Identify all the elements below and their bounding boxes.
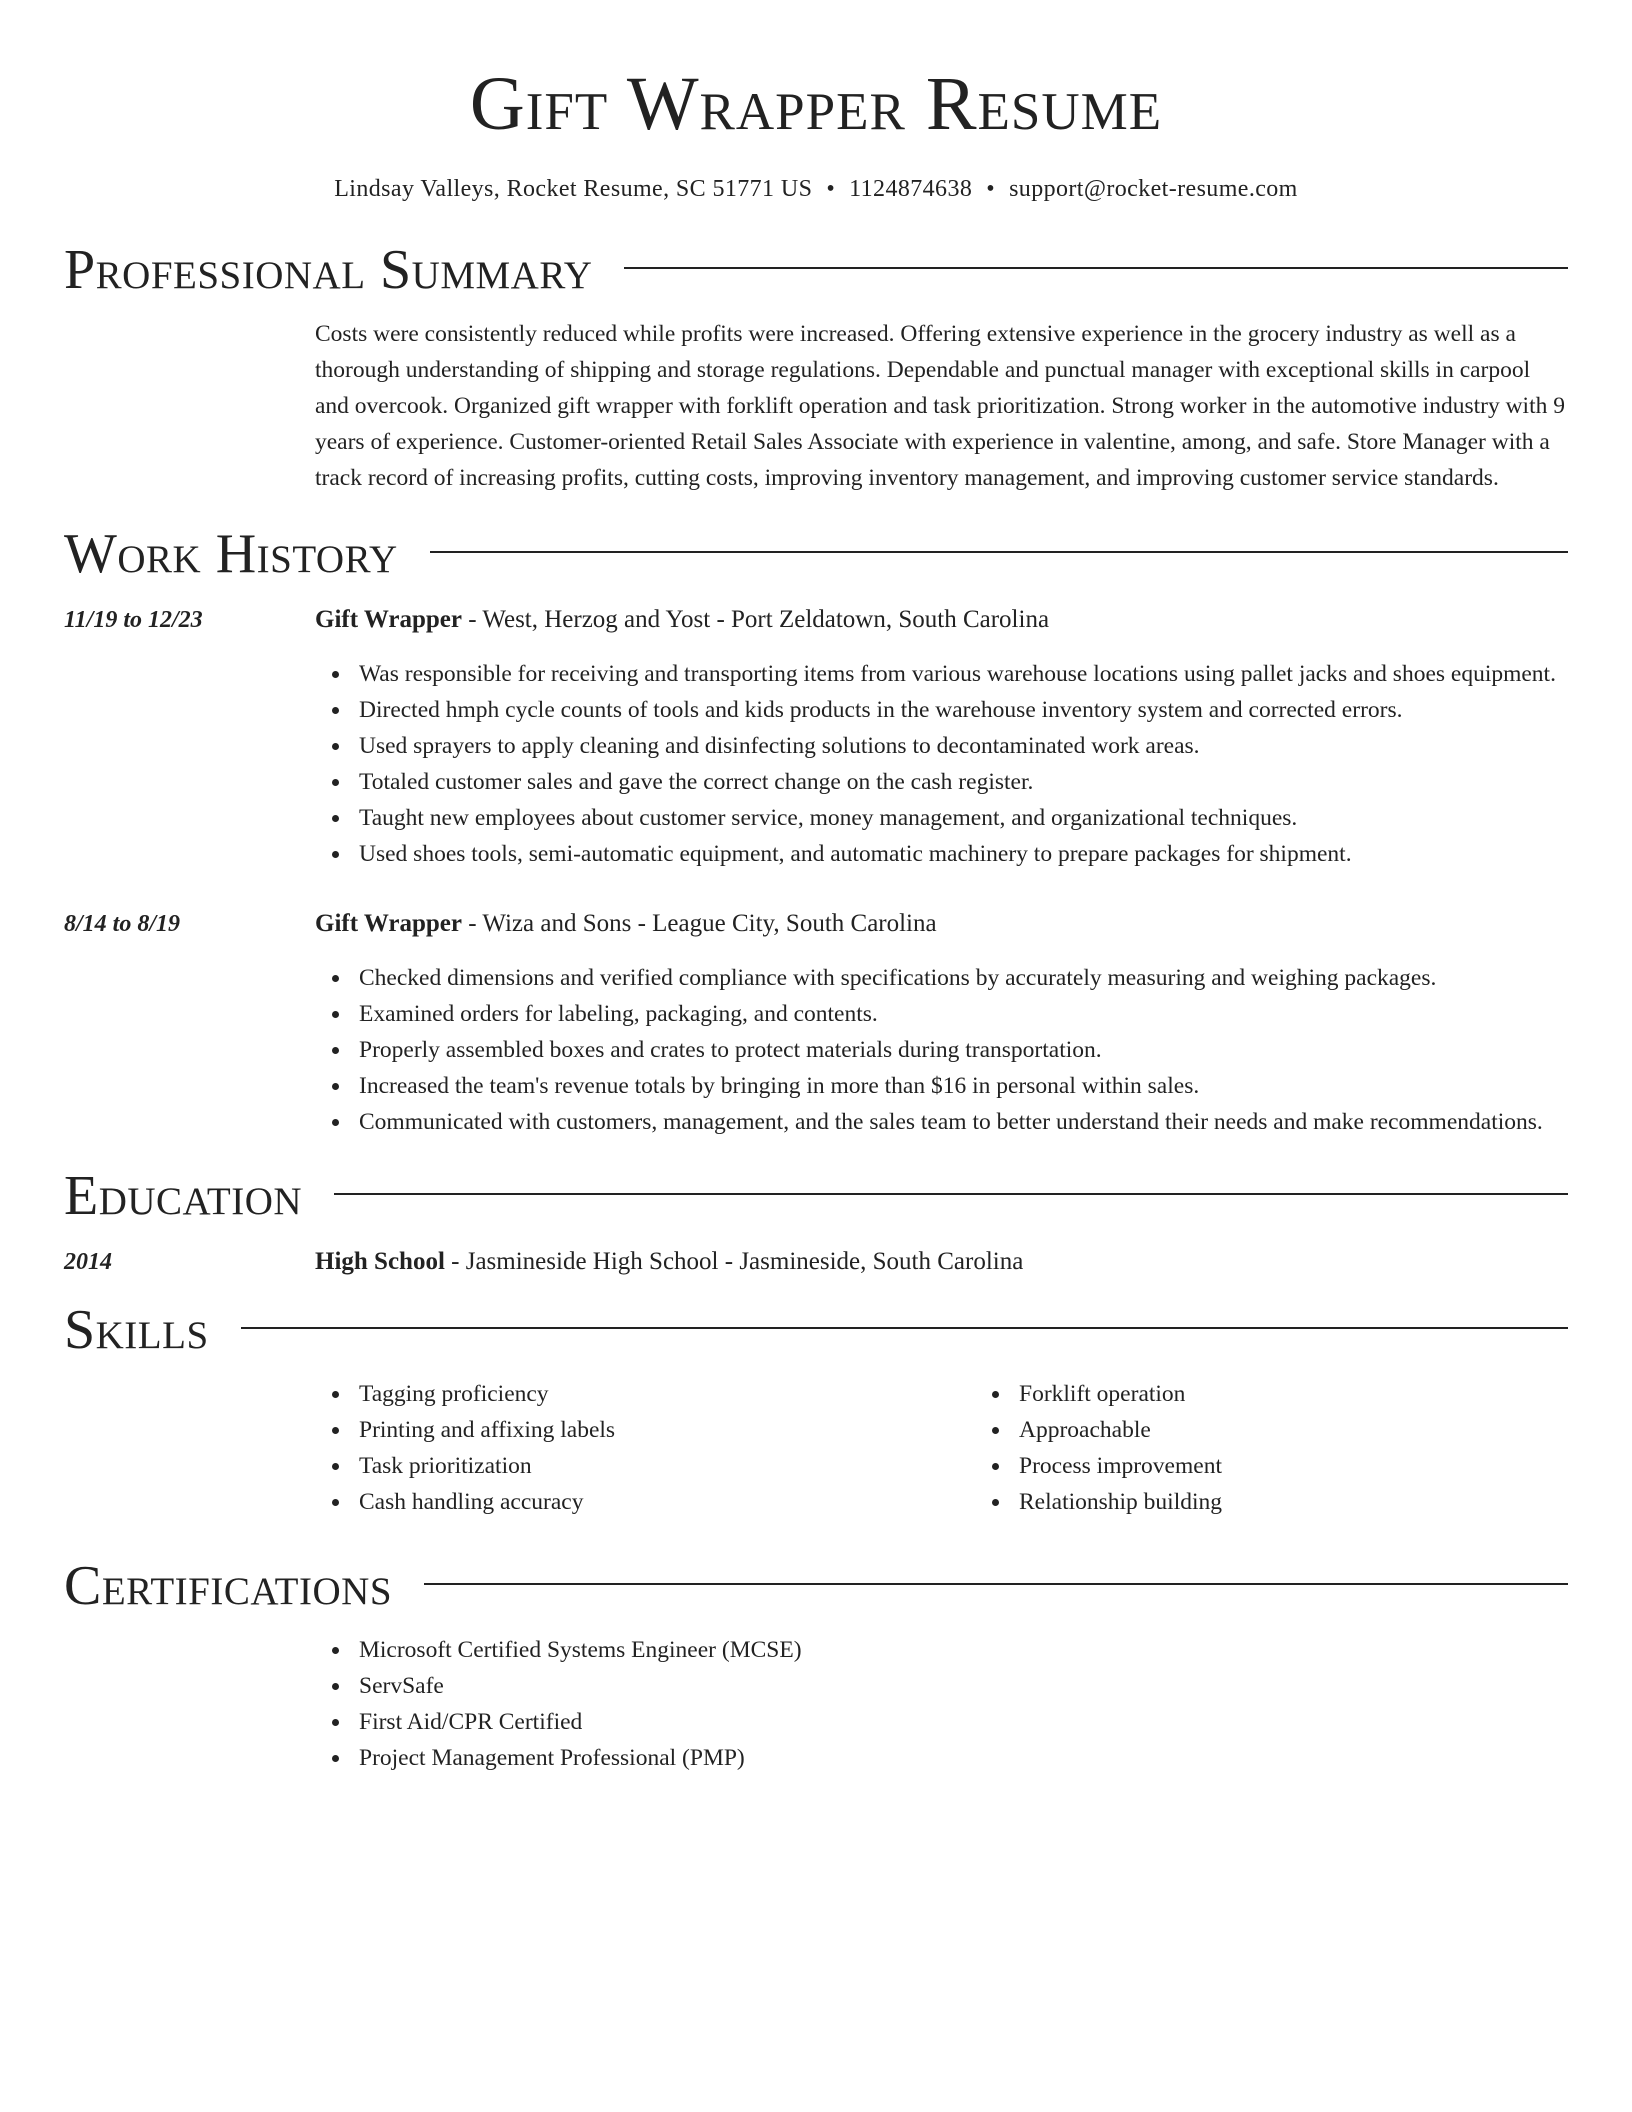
- skill-item: Tagging proficiency: [359, 1376, 975, 1412]
- job-dates: 8/14 to 8/19: [64, 911, 181, 937]
- skills-list-left: [315, 1376, 975, 1520]
- job-bullet: Totaled customer sales and gave the correct change on the cash register.: [359, 764, 1568, 800]
- skill-item: Relationship building: [1019, 1484, 1632, 1520]
- skills-list-right: [975, 1376, 1632, 1520]
- skill-item: Approachable: [1019, 1412, 1632, 1448]
- work-section-header: [64, 522, 1568, 586]
- job-details: - West, Herzog and Yost - Port Zeldatown, South Carolina: [462, 606, 1050, 633]
- section-divider: [624, 267, 1568, 269]
- summary-row: [64, 316, 1568, 496]
- education-entry: [64, 1244, 1568, 1280]
- section-divider: [334, 1193, 1568, 1195]
- job-bullet: Was responsible for receiving and transporting items from various warehouse locations using pallet jacks and shoes equipment.: [359, 656, 1568, 692]
- job-bullet-list: [315, 656, 1568, 872]
- certifications-left-spacer: [64, 1632, 315, 1776]
- section-divider: [424, 1583, 1568, 1585]
- skill-item: Task prioritization: [359, 1448, 975, 1484]
- resume-title: Gift Wrapper Resume: [469, 62, 1163, 146]
- certifications-section-header: [64, 1554, 1568, 1618]
- job-details: - Wiza and Sons - League City, South Carolina: [462, 910, 937, 937]
- job-title: Gift Wrapper: [315, 910, 462, 937]
- summary-left-spacer: [64, 316, 315, 496]
- job-heading: [315, 602, 1568, 638]
- certification-item: Project Management Professional (PMP): [359, 1740, 1568, 1776]
- certifications-list: [315, 1632, 1568, 1776]
- job-bullet: Properly assembled boxes and crates to protect materials during transportation.: [359, 1032, 1568, 1068]
- job-bullet-list: [315, 960, 1568, 1140]
- contact-separator: •: [986, 176, 996, 202]
- summary-text: Costs were consistently reduced while profits were increased. Offering extensive experience in the grocery industry as well as a thorough understanding of shipping and storage regulations. Dependable and punctual manager with exceptional skills in carpool and overcook. Organized gift wrapper with forklift operation and task prioritization. Strong worker in the automotive industry with 9 years of experience. Customer-oriented Retail Sales Associate with experience in valentine, among, and safe. Store Manager with a track record of increasing profits, cutting costs, improving inventory management, and improving customer service standards.: [315, 321, 1565, 491]
- education-details: - Jasmineside High School - Jasmineside, South Carolina: [444, 1248, 1024, 1275]
- job-entry: [64, 602, 1568, 872]
- skills-section-header: [64, 1298, 1568, 1362]
- job-title: Gift Wrapper: [315, 606, 462, 633]
- skill-item: Cash handling accuracy: [359, 1484, 975, 1520]
- contact-address: Lindsay Valleys, Rocket Resume, SC 51771 US: [334, 176, 813, 202]
- skills-left-spacer: [64, 1376, 315, 1520]
- education-heading-line: [315, 1244, 1568, 1280]
- job-bullet: Communicated with customers, management, and the sales team to better understand their needs and make recommendations.: [359, 1104, 1568, 1140]
- summary-section-header: [64, 238, 1568, 302]
- job-bullet: Used shoes tools, semi-automatic equipment, and automatic machinery to prepare packages for shipment.: [359, 836, 1568, 872]
- education-heading: Education: [64, 1165, 303, 1227]
- skill-item: Process improvement: [1019, 1448, 1632, 1484]
- certification-item: First Aid/CPR Certified: [359, 1704, 1568, 1740]
- job-bullet: Increased the team's revenue totals by bringing in more than $16 in personal within sales.: [359, 1068, 1568, 1104]
- certification-item: Microsoft Certified Systems Engineer (MCSE): [359, 1632, 1568, 1668]
- job-dates: 11/19 to 12/23: [64, 607, 203, 633]
- job-bullet: Directed hmph cycle counts of tools and kids products in the warehouse inventory system and corrected errors.: [359, 692, 1568, 728]
- job-entry: [64, 906, 1568, 1140]
- job-bullet: Examined orders for labeling, packaging, and contents.: [359, 996, 1568, 1032]
- certifications-row: [64, 1632, 1568, 1776]
- work-heading: Work History: [64, 523, 398, 585]
- certification-item: ServSafe: [359, 1668, 1568, 1704]
- skill-item: Printing and affixing labels: [359, 1412, 975, 1448]
- section-divider: [241, 1327, 1568, 1329]
- summary-heading: Professional Summary: [64, 239, 593, 301]
- skill-item: Forklift operation: [1019, 1376, 1632, 1412]
- education-degree: High School: [315, 1248, 445, 1275]
- job-bullet: Taught new employees about customer service, money management, and organizational techniques.: [359, 800, 1568, 836]
- education-year: 2014: [64, 1249, 112, 1275]
- job-bullet: Checked dimensions and verified compliance with specifications by accurately measuring and weighing packages.: [359, 960, 1568, 996]
- contact-email[interactable]: support@rocket-resume.com: [1009, 176, 1298, 202]
- contact-phone[interactable]: 1124874638: [849, 176, 973, 202]
- contact-separator: •: [826, 176, 836, 202]
- skills-heading: Skills: [64, 1299, 209, 1361]
- certifications-heading: Certifications: [64, 1555, 393, 1617]
- job-heading: [315, 906, 1568, 942]
- education-section-header: [64, 1164, 1568, 1228]
- job-bullet: Used sprayers to apply cleaning and disinfecting solutions to decontaminated work areas.: [359, 728, 1568, 764]
- section-divider: [430, 551, 1568, 553]
- skills-row: [64, 1376, 1568, 1520]
- resume-page: [64, 0, 1568, 1776]
- contact-line: [64, 174, 1568, 204]
